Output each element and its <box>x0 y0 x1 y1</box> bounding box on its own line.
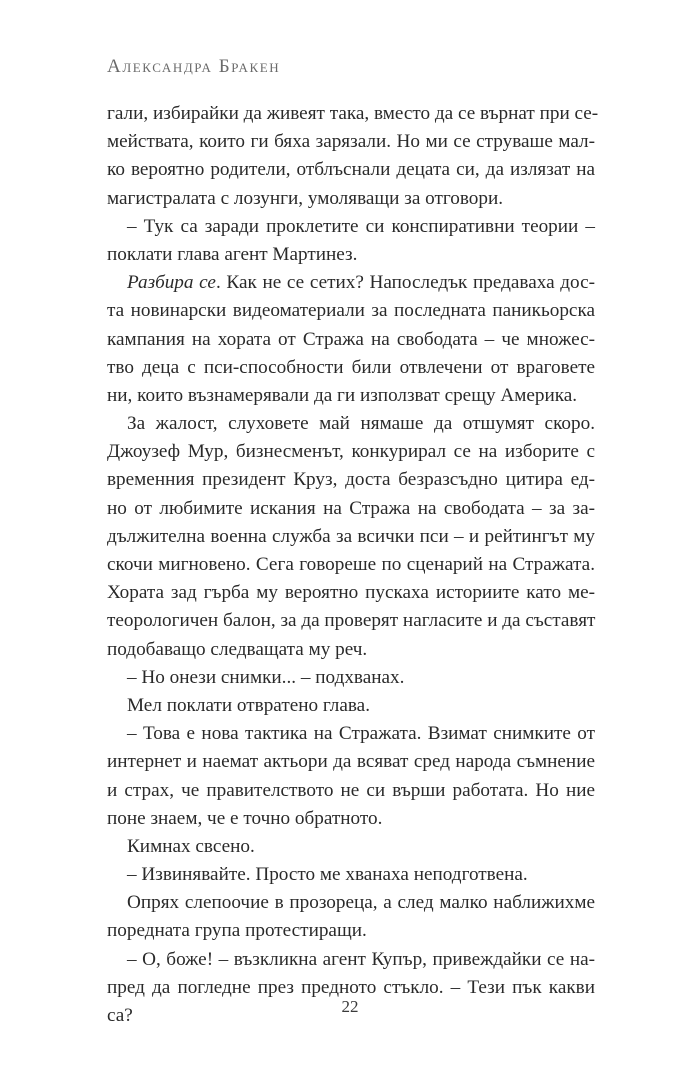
text-line: дължителна военна служба за всички пси – и рейтингът му <box>107 525 595 547</box>
text-line: За жалост, слуховете май нямаше да отшумят скоро. <box>127 413 595 435</box>
text-line: но от любимите искания на Стража на свободата – за за- <box>107 497 595 519</box>
text-line: Хората зад гърба му вероятно пускаха историите като ме- <box>107 582 595 604</box>
text-line: ко вероятно родители, отблъснали децата си, да излязат на <box>107 159 595 181</box>
running-header-author: Александра Бракен <box>107 56 281 77</box>
text-line: са? <box>107 1005 133 1026</box>
text-line: Джоузеф Мур, бизнесменът, конкурирал се на изборите с <box>107 441 595 463</box>
italic-phrase: Разбира се <box>127 272 216 294</box>
text-line: подобаващо следващата му реч. <box>107 638 368 660</box>
text-line: скочи мигновено. Сега говореше по сценарий на Стражата. <box>107 554 595 575</box>
text-line: временния президент Круз, доста безразсъдно цитира ед- <box>107 469 595 491</box>
text-line: – Извинявайте. Просто ме хванаха неподготвена. <box>127 864 528 886</box>
text-line: Мел поклати отвратено глава. <box>127 694 370 716</box>
text-line: магистралата с лозунги, умоляващи за отговори. <box>107 187 504 209</box>
text-line: – Това е нова тактика на Стражата. Взимат снимките от <box>127 723 595 745</box>
text-line: – Тук са заради проклетите си конспиративни теории – <box>127 215 595 237</box>
text-line: – Но онези снимки... – подхванах. <box>127 666 405 688</box>
text-line <box>107 269 595 297</box>
text-line: тво деца с пси-способности били отвлечени от враговете <box>107 356 595 378</box>
text-line: кампания на хората от Стража на свободата – че множес- <box>107 328 595 350</box>
text-line: та новинарски видеоматериали за последната паникьорска <box>107 300 595 322</box>
text-line: поклати глава агент Мартинез. <box>107 243 358 265</box>
text-line-rest: . Как не се сетих? Напоследък предаваха дос- <box>215 272 595 294</box>
text-line: поне знаем, че е точно обратното. <box>107 807 383 829</box>
page-body-text <box>107 100 599 1030</box>
text-line: гали, избирайки да живеят така, вместо да се върнат при се- <box>107 103 599 124</box>
text-line: и страх, че правителството не си върши работата. Но ние <box>107 779 595 801</box>
text-line: пред да погледне през предното стъкло. – Тези пък какви <box>107 976 595 998</box>
text-line: поредната група протестиращи. <box>107 920 367 942</box>
text-line: – О, боже! – възкликна агент Купър, привеждайки се на- <box>127 948 595 970</box>
text-line: ни, които възнамерявали да ги използват срещу Америка. <box>107 384 578 406</box>
text-line: мействата, които ги бяха зарязали. Но ми се струваше мал- <box>107 131 595 153</box>
text-line: теорологичен балон, за да проверят нагласите и да съставят <box>107 610 596 632</box>
text-line: Кимнах свсено. <box>127 835 255 857</box>
text-line: интернет и наемат актьори да всяват сред народа съмнение <box>107 751 595 773</box>
page-number: 22 <box>341 997 359 1016</box>
text-line: Опрях слепоочие в прозореца, а след малко наближихме <box>127 892 595 914</box>
